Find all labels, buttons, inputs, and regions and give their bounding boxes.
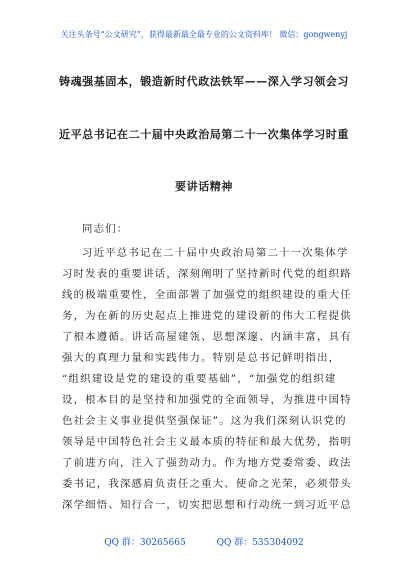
salutation: 同志们： (82, 223, 129, 235)
footer-qq-group-2[interactable]: QQ 群：535304092 (216, 538, 304, 548)
body-line: “组织建设是党的建设的重要基础”，“加强党的组织建 (62, 373, 337, 385)
title-line-1: 铸魂强基固本，锻造新时代政法铁军——深入学习领会习 (59, 75, 349, 88)
body-line: 务，为在新的历史起点上推进党的建设新的伟大工程提供 (62, 310, 352, 322)
body-line: 色社会主义事业提供坚强保证”。这为我们深刻认识党的 (62, 415, 347, 427)
body-line: 设，根本目的是坚持和加强党的全面领导，为推进中国特 (62, 394, 352, 406)
body-line: 深学细悟、知行合一，切实把思想和行动统一到习近平总 (62, 499, 352, 511)
title-line-2: 近平总书记在二十届中央政治局第二十一次集体学习时重 (59, 128, 349, 141)
body-line: 线的极端重要性，全面部署了加强党的组织建设的重大任 (62, 289, 352, 301)
body-line: 强大的真理力量和实践伟力。特别是总书记鲜明指出， (62, 352, 341, 364)
body-line: 习时发表的重要讲话，深刻阐明了坚持新时代党的组织路 (62, 268, 352, 280)
body-line: 习近平总书记在二十届中央政治局第二十一次集体学 (82, 247, 349, 259)
footer-qq-group-1[interactable]: QQ 群：30265665 (104, 538, 186, 548)
header-banner[interactable]: 关注头条号“公文研究”，获得最新最全最专业的公文资料库！ 微信：gongwenyj (60, 30, 348, 39)
footer (0, 535, 408, 548)
body-line: 领导是中国特色社会主义最本质的特征和最大优势，指明 (62, 436, 352, 448)
title-line-3: 要讲话精神 (175, 180, 233, 193)
body-line: 委书记，我深感肩负责任之重大、使命之光荣，必须带头 (62, 478, 352, 490)
body-line: 了前进方向，注入了强劲动力。作为地方党委常委、政法 (62, 457, 352, 469)
body-line: 了根本遵循。讲话高屋建瓴、思想深邃、内涵丰富，具有 (62, 331, 352, 343)
